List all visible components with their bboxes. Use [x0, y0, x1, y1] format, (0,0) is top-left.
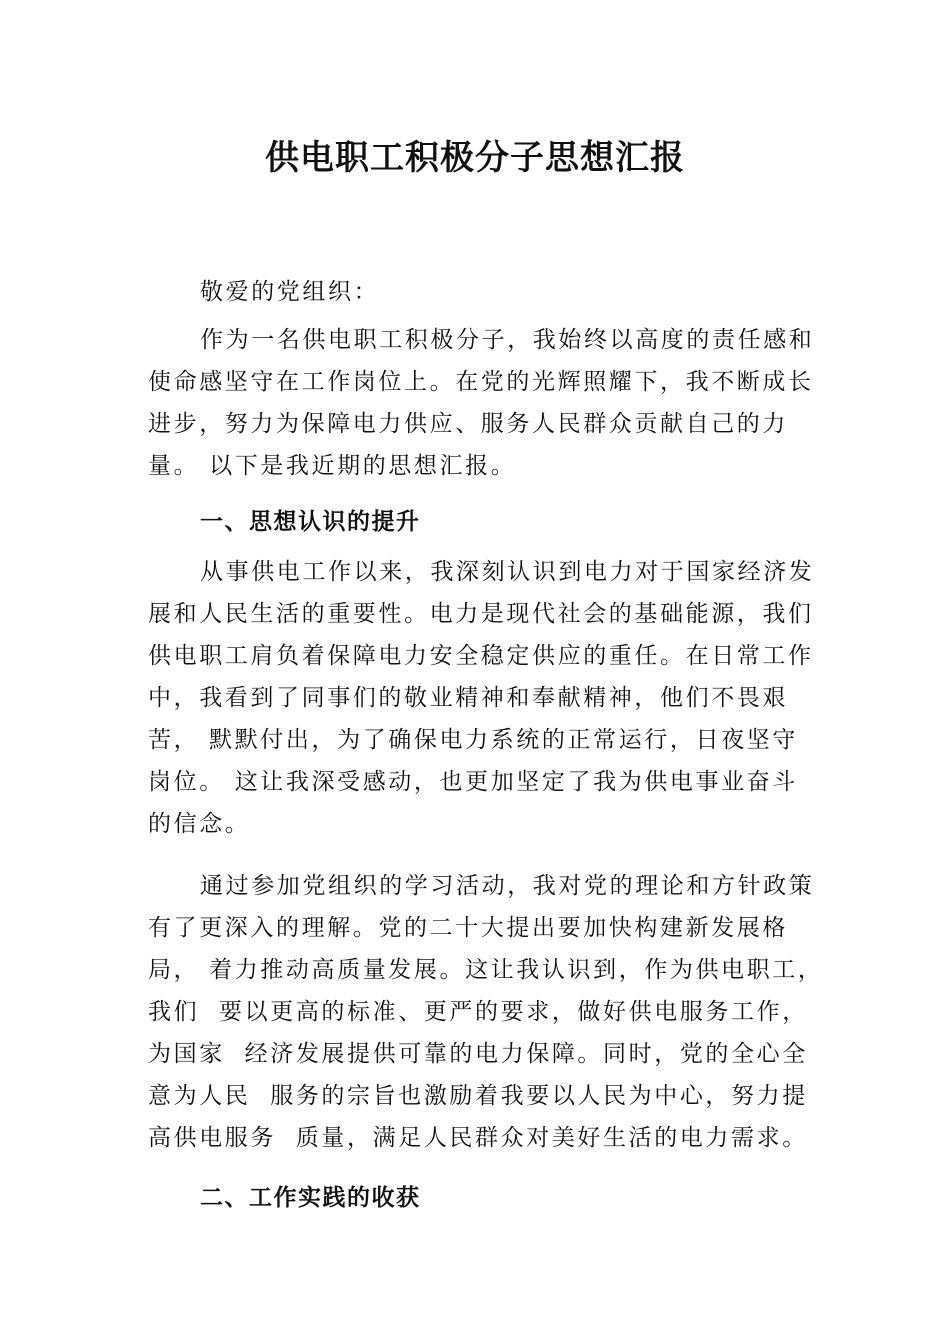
section1-para1-line-2: 展和人民生活的重要性。电力是现代社会的基础能源，我们 [148, 601, 814, 627]
intro-line-3: 进步，努力为保障电力供应、服务人民群众贡献自己的力 [148, 411, 788, 437]
section1-para1-line-3: 供电职工肩负着保障电力安全稳定供应的重任。在日常工作 [148, 643, 814, 669]
section1-para2-line-7: 高供电服务 质量，满足人民群众对美好生活的电力需求。 [148, 1125, 808, 1151]
intro-line-1: 作为一名供电职工积极分子，我始终以高度的责任感和 [200, 327, 815, 353]
section1-para2-line-6: 意为人民 服务的宗旨也激励着我要以人民为中心，努力提 [148, 1083, 808, 1109]
section1-para2-line-1: 通过参加党组织的学习活动，我对党的理论和方针政策 [200, 873, 815, 899]
section1-para1-line-6: 岗位。 这让我深受感动，也更加坚定了我为供电事业奋斗 [148, 769, 798, 795]
section1-para1-line-5: 苦， 默默付出，为了确保电力系统的正常运行，日夜坚守 [148, 727, 798, 753]
section1-para1-line-1: 从事供电工作以来，我深刻认识到电力对于国家经济发 [200, 559, 815, 585]
section1-para2-line-2: 有了更深入的理解。党的二十大提出要加快构建新发展格 [148, 915, 788, 941]
section1-para1-line-7: 的信念。 [148, 811, 251, 837]
document-title: 供电职工积极分子思想汇报 [265, 138, 685, 178]
intro-line-2: 使命感坚守在工作岗位上。在党的光辉照耀下，我不断成长 [148, 369, 814, 395]
section1-para2-line-3: 局， 着力推动高质量发展。这让我认识到，作为供电职工， [148, 957, 824, 983]
section-heading-1: 一、思想认识的提升 [200, 509, 421, 535]
intro-line-4: 量。 以下是我近期的思想汇报。 [148, 453, 517, 479]
section1-para2-line-4: 我们 要以更高的标准、更严的要求，做好供电服务工作， [148, 999, 808, 1025]
section1-para2-line-5: 为国家 经济发展提供可靠的电力保障。同时，党的全心全 [148, 1041, 808, 1067]
section1-para1-line-4: 中，我看到了同事们的敬业精神和奉献精神，他们不畏艰 [148, 685, 788, 711]
section-heading-2: 二、工作实践的收获 [200, 1185, 421, 1211]
salutation: 敬爱的党组织： [200, 279, 380, 305]
